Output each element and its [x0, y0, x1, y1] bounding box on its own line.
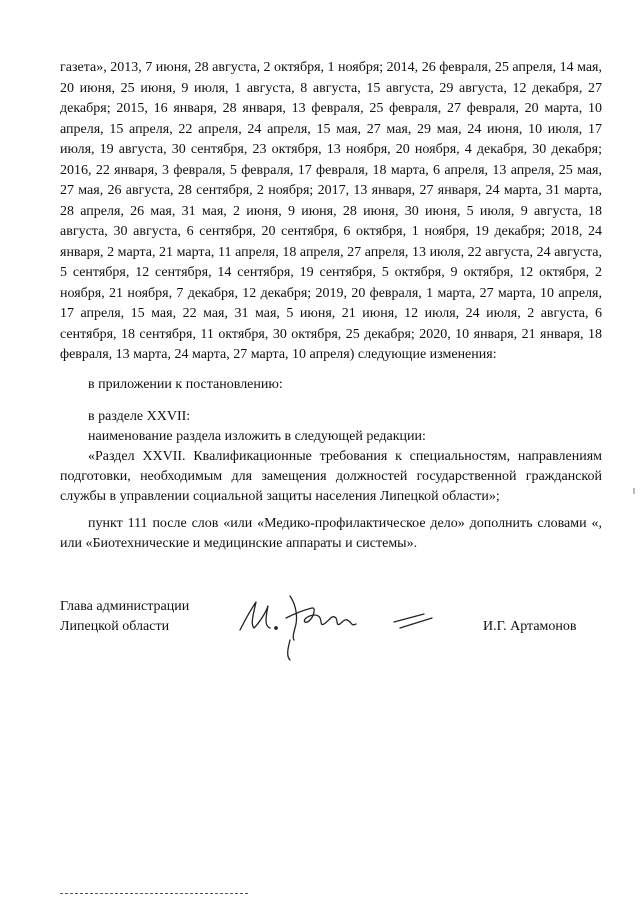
margin-mark — [633, 488, 635, 494]
item-paragraph: пункт 111 после слов «или «Медико-профилактическое дело» дополнить словами «, или «Биотехнические и медицинские аппараты и системы». — [60, 516, 602, 551]
signatory-title — [60, 597, 189, 637]
intro-paragraph: газета», 2013, 7 июня, 28 августа, 2 октября, 1 ноября; 2014, 26 февраля, 25 апреля, 14 мая, 20 июня, 25 июня, 9 июля, 1 августа, 8 августа, 15 августа, 29 августа, 12 декабря, 27 декабря; 2015, 16 января, 28 января, 13 февраля, 25 февраля, 27 февраля, 20 марта, 10 апреля, 15 апреля, 22 апреля, 24 апреля, 15 мая, 27 мая, 29 мая, 24 июня, 10 июля, 17 июля, 19 августа, 30 сентября, 23 октября, 13 ноября, 20 ноября, 4 декабря, 30 декабря; 2016, 22 января, 3 февраля, 5 февраля, 17 февраля, 18 марта, 6 апреля, 13 апреля, 25 мая, 27 мая, 26 августа, 28 сентября, 2 ноября; 2017, 13 января, 27 января, 24 марта, 31 марта, 28 апреля, 26 мая, 31 мая, 2 июня, 9 июня, 28 июня, 30 июня, 5 июля, 9 августа, 18 августа, 30 августа, 6 сентября, 20 сентября, 6 октября, 1 ноября, 19 декабря; 2018, 24 января, 2 марта, 21 марта, 11 апреля, 18 апреля, 27 апреля, 13 июля, 22 августа, 24 августа, 5 сентября, 12 сентября, 14 сентября, 19 сентября, 5 октября, 9 октября, 12 октября, 2 ноября, 21 ноября, 7 декабря, 12 декабря; 2019, 20 февраля, 1 марта, 27 марта, 10 апреля, 17 апреля, 15 мая, 22 мая, 31 мая, 5 июня, 21 июня, 12 июля, 24 июля, 2 августа, 6 сентября, 18 сентября, 11 октября, 30 октября, 25 декабря; 2020, 10 января, 21 января, 18 февраля, 13 марта, 24 марта, 27 марта, 10 апреля) следующие изменения: — [60, 60, 602, 362]
annex-line: в приложении к постановлению: — [88, 377, 283, 392]
footer-divider — [60, 893, 248, 894]
signatory-name: И.Г. Артамонов — [483, 619, 577, 634]
handwritten-signature — [232, 588, 442, 668]
section-line: в разделе XXVII: — [88, 409, 191, 424]
section-quote: «Раздел XXVII. Квалификационные требования к специальностям, направлениям подготовки, необходимым для замещения должностей государственной гражданской службы в управлении социальной защиты населения Липецкой области»; — [60, 449, 602, 504]
signatory-title-line2: Липецкой области — [60, 619, 170, 634]
rename-line: наименование раздела изложить в следующей редакции: — [88, 429, 426, 444]
signatory-title-line1: Глава администрации — [60, 599, 190, 614]
